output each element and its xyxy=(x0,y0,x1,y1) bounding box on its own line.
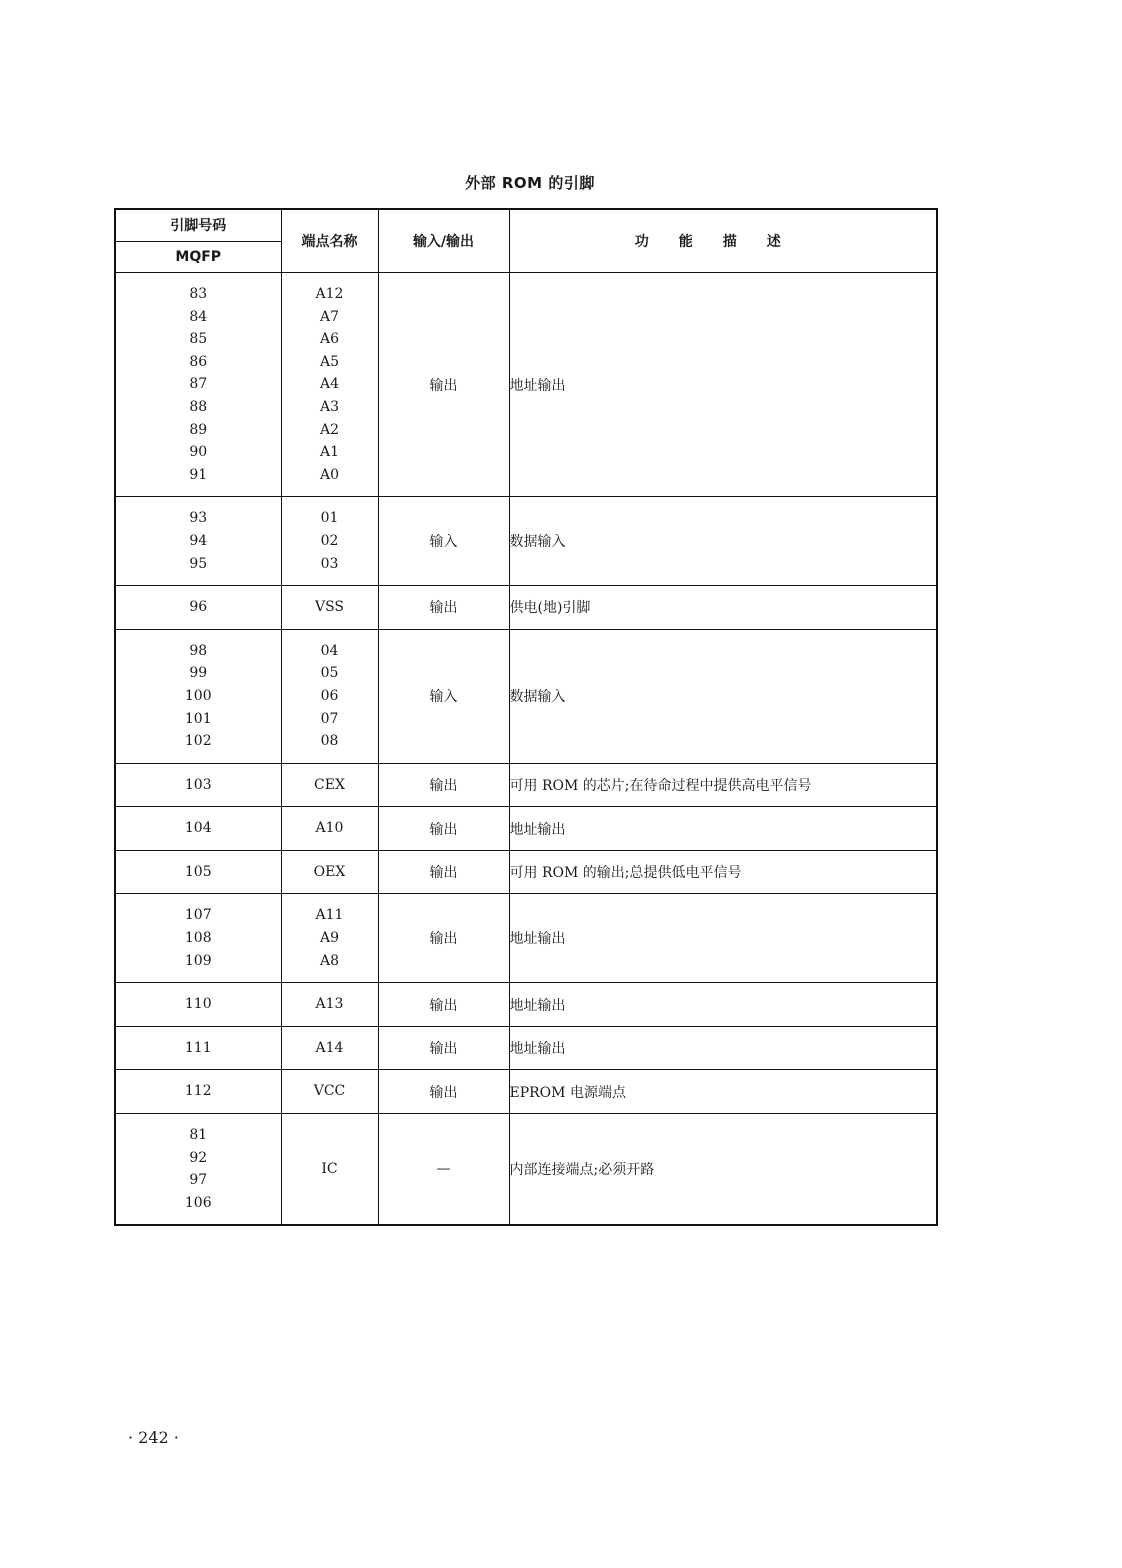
pin-number: 104 xyxy=(184,820,212,837)
io-cell: 输出 xyxy=(378,894,509,983)
pin-number-cell xyxy=(115,850,281,894)
terminal-name: A8 xyxy=(319,952,340,969)
terminal-name: VSS xyxy=(314,599,345,616)
io-cell: 输出 xyxy=(378,850,509,894)
pin-number-cell xyxy=(115,807,281,851)
header-terminal-name: 端点名称 xyxy=(281,209,378,273)
function-description-cell: 可用 ROM 的芯片;在待命过程中提供高电平信号 xyxy=(509,763,937,807)
terminal-name: A12 xyxy=(315,286,344,302)
function-description-cell: EPROM 电源端点 xyxy=(509,1070,937,1114)
pin-number: 94 xyxy=(189,532,208,549)
pin-number: 109 xyxy=(184,952,212,969)
terminal-name: A14 xyxy=(315,1039,344,1056)
function-description-cell: 地址输出 xyxy=(509,983,937,1027)
terminal-name-cell xyxy=(281,1114,378,1226)
pin-number-cell xyxy=(115,629,281,763)
function-description-cell: 地址输出 xyxy=(509,807,937,851)
io-cell: — xyxy=(378,1114,509,1226)
table-body xyxy=(115,273,937,1226)
pin-number: 85 xyxy=(189,331,208,348)
pin-number: 107 xyxy=(184,907,212,924)
table-row xyxy=(115,629,937,763)
table-row xyxy=(115,894,937,983)
terminal-name: A0 xyxy=(319,466,340,483)
pin-number-cell xyxy=(115,983,281,1027)
table-row xyxy=(115,1114,937,1226)
pin-number-cell xyxy=(115,497,281,586)
header-pin-number: 引脚号码 xyxy=(115,209,281,241)
terminal-name: A6 xyxy=(319,331,340,348)
terminal-name: VCC xyxy=(313,1083,346,1100)
terminal-name: A10 xyxy=(315,820,344,837)
pin-number: 96 xyxy=(189,599,208,616)
terminal-name-cell xyxy=(281,763,378,807)
terminal-name: A5 xyxy=(319,353,340,370)
terminal-name: A3 xyxy=(319,398,340,415)
function-description-cell: 数据输入 xyxy=(509,629,937,763)
terminal-name: IC xyxy=(321,1160,338,1177)
function-description-cell: 地址输出 xyxy=(509,894,937,983)
terminal-name: A4 xyxy=(319,376,340,393)
pin-number: 83 xyxy=(189,286,208,302)
terminal-name: 04 xyxy=(320,642,339,659)
terminal-name: 08 xyxy=(320,733,339,750)
terminal-name-cell xyxy=(281,807,378,851)
pin-number: 103 xyxy=(184,776,212,793)
pin-number: 98 xyxy=(189,642,208,659)
io-cell: 输入 xyxy=(378,629,509,763)
pin-number: 89 xyxy=(189,421,208,438)
pin-number-cell xyxy=(115,763,281,807)
io-cell: 输出 xyxy=(378,273,509,497)
pin-number: 108 xyxy=(184,930,212,947)
terminal-name: A2 xyxy=(319,421,340,438)
pin-number: 105 xyxy=(184,863,212,880)
table-row xyxy=(115,850,937,894)
terminal-name-cell xyxy=(281,1070,378,1114)
pin-number-cell xyxy=(115,894,281,983)
pin-number: 97 xyxy=(189,1172,208,1189)
pin-number-cell xyxy=(115,586,281,630)
terminal-name: 02 xyxy=(320,532,339,549)
terminal-name-cell xyxy=(281,983,378,1027)
pin-number: 88 xyxy=(189,398,208,415)
io-cell: 输出 xyxy=(378,983,509,1027)
terminal-name: A1 xyxy=(319,444,340,461)
terminal-name: 01 xyxy=(320,510,339,527)
table-row xyxy=(115,763,937,807)
function-description-cell: 地址输出 xyxy=(509,1026,937,1070)
terminal-name: A11 xyxy=(315,907,344,924)
table-row xyxy=(115,1070,937,1114)
terminal-name-cell xyxy=(281,1026,378,1070)
pin-number: 106 xyxy=(184,1194,212,1211)
function-description-cell: 地址输出 xyxy=(509,273,937,497)
terminal-name: 07 xyxy=(320,710,339,727)
table-row xyxy=(115,807,937,851)
io-cell: 输入 xyxy=(378,497,509,586)
terminal-name: A13 xyxy=(315,996,344,1013)
terminal-name: 03 xyxy=(320,555,339,572)
pin-number-cell xyxy=(115,1026,281,1070)
io-cell: 输出 xyxy=(378,1070,509,1114)
page-number: · 242 · xyxy=(128,1428,179,1447)
pin-number: 86 xyxy=(189,353,208,370)
pin-number: 90 xyxy=(189,444,208,461)
header-io: 输入/输出 xyxy=(378,209,509,273)
pin-number: 99 xyxy=(189,665,208,682)
terminal-name: 06 xyxy=(320,687,339,704)
function-description-cell: 供电(地)引脚 xyxy=(509,586,937,630)
table-row xyxy=(115,1026,937,1070)
table-row xyxy=(115,586,937,630)
pin-number: 112 xyxy=(184,1083,212,1100)
table-row xyxy=(115,497,937,586)
pin-number: 84 xyxy=(189,308,208,325)
terminal-name-cell xyxy=(281,273,378,497)
terminal-name-cell xyxy=(281,586,378,630)
terminal-name: CEX xyxy=(314,776,345,793)
terminal-name: A9 xyxy=(319,930,340,947)
io-cell: 输出 xyxy=(378,763,509,807)
pin-number: 92 xyxy=(189,1149,208,1166)
pin-number: 87 xyxy=(189,376,208,393)
pin-number-cell xyxy=(115,273,281,497)
pin-number: 95 xyxy=(189,555,208,572)
pin-number: 111 xyxy=(184,1039,212,1056)
header-function: 功能描述 xyxy=(509,209,937,273)
pin-number: 110 xyxy=(184,996,212,1013)
table-caption: 外部 ROM 的引脚 xyxy=(465,174,595,192)
io-cell: 输出 xyxy=(378,807,509,851)
io-cell: 输出 xyxy=(378,586,509,630)
terminal-name-cell xyxy=(281,629,378,763)
pin-number: 101 xyxy=(184,710,212,727)
pin-number-cell xyxy=(115,1070,281,1114)
table-row xyxy=(115,983,937,1027)
pin-number-cell xyxy=(115,1114,281,1226)
header-package: MQFP xyxy=(115,241,281,273)
function-description-cell: 可用 ROM 的输出;总提供低电平信号 xyxy=(509,850,937,894)
terminal-name: OEX xyxy=(313,863,346,880)
terminal-name: A7 xyxy=(319,308,340,325)
table-row xyxy=(115,273,937,497)
pin-number: 93 xyxy=(189,510,208,527)
function-description-cell: 数据输入 xyxy=(509,497,937,586)
function-description-cell: 内部连接端点;必须开路 xyxy=(509,1114,937,1226)
pin-number: 81 xyxy=(189,1127,208,1144)
terminal-name-cell xyxy=(281,850,378,894)
terminal-name-cell xyxy=(281,497,378,586)
terminal-name-cell xyxy=(281,894,378,983)
terminal-name: 05 xyxy=(320,665,339,682)
io-cell: 输出 xyxy=(378,1026,509,1070)
pin-number: 91 xyxy=(189,466,208,483)
pin-number: 100 xyxy=(184,687,212,704)
pin-table xyxy=(114,208,938,1226)
pin-number: 102 xyxy=(184,733,212,750)
